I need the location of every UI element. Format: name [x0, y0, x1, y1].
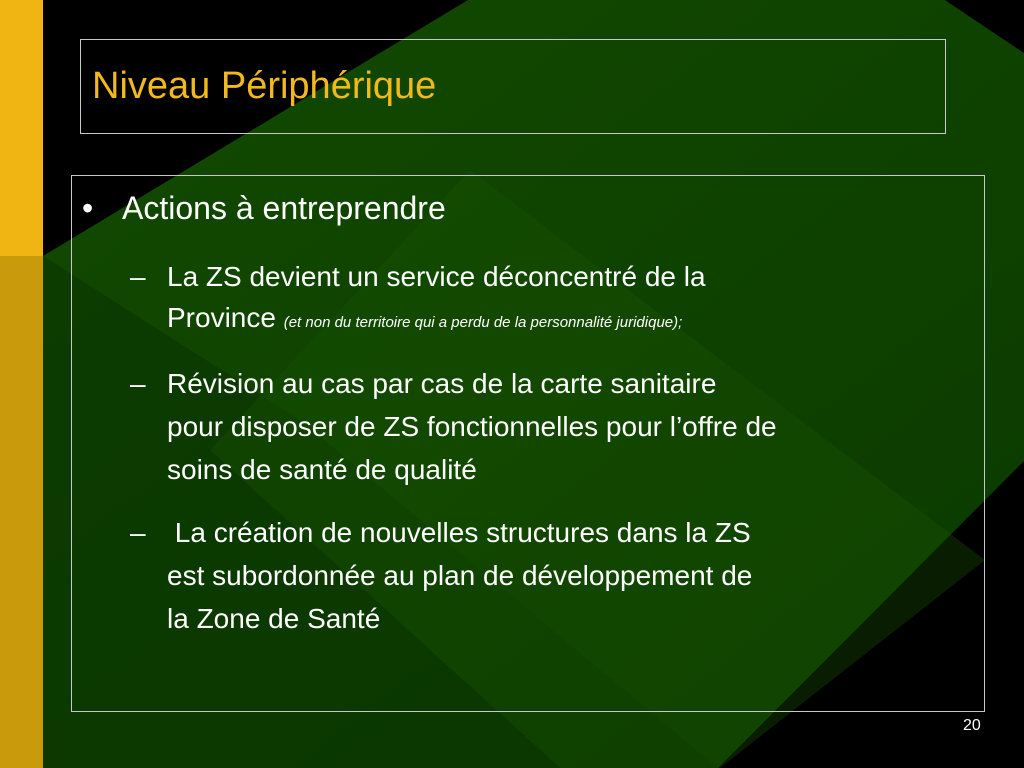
sub-item-2-line-2: pour disposer de ZS fonctionnelles pour l’offre de — [167, 411, 777, 442]
bullet-text: Actions à entreprendre — [122, 190, 446, 226]
page-number: 20 — [963, 717, 981, 734]
sub-item-3-line-2: est subordonnée au plan de développement de — [167, 560, 753, 591]
sub-item-2-line-3: soins de santé de qualité — [167, 454, 477, 485]
sub-item-3-line-1: La création de nouvelles structures dans la ZS — [167, 517, 751, 548]
sub-item-1-line-2-text: Province — [167, 302, 276, 333]
left-accent-bar-top — [0, 0, 43, 256]
slide-title: Niveau Périphérique — [92, 65, 437, 107]
dash-icon: – — [130, 368, 146, 399]
sub-item-1-line-1: La ZS devient un service déconcentré de la — [167, 261, 706, 292]
title-frame — [80, 39, 946, 134]
bullet-icon: • — [82, 190, 94, 226]
sub-item-2-line-1: Révision au cas par cas de la carte sanitaire — [167, 368, 717, 399]
content-frame — [71, 175, 985, 712]
sub-item-1-note: (et non du territoire qui a perdu de la personnalité juridique); — [283, 314, 683, 331]
dash-icon: – — [130, 261, 146, 292]
left-accent-bar-bottom — [0, 256, 43, 768]
sub-item-1-line-2 — [167, 299, 682, 341]
dash-icon: – — [130, 517, 146, 548]
sub-item-3-line-3: la Zone de Santé — [167, 603, 381, 634]
